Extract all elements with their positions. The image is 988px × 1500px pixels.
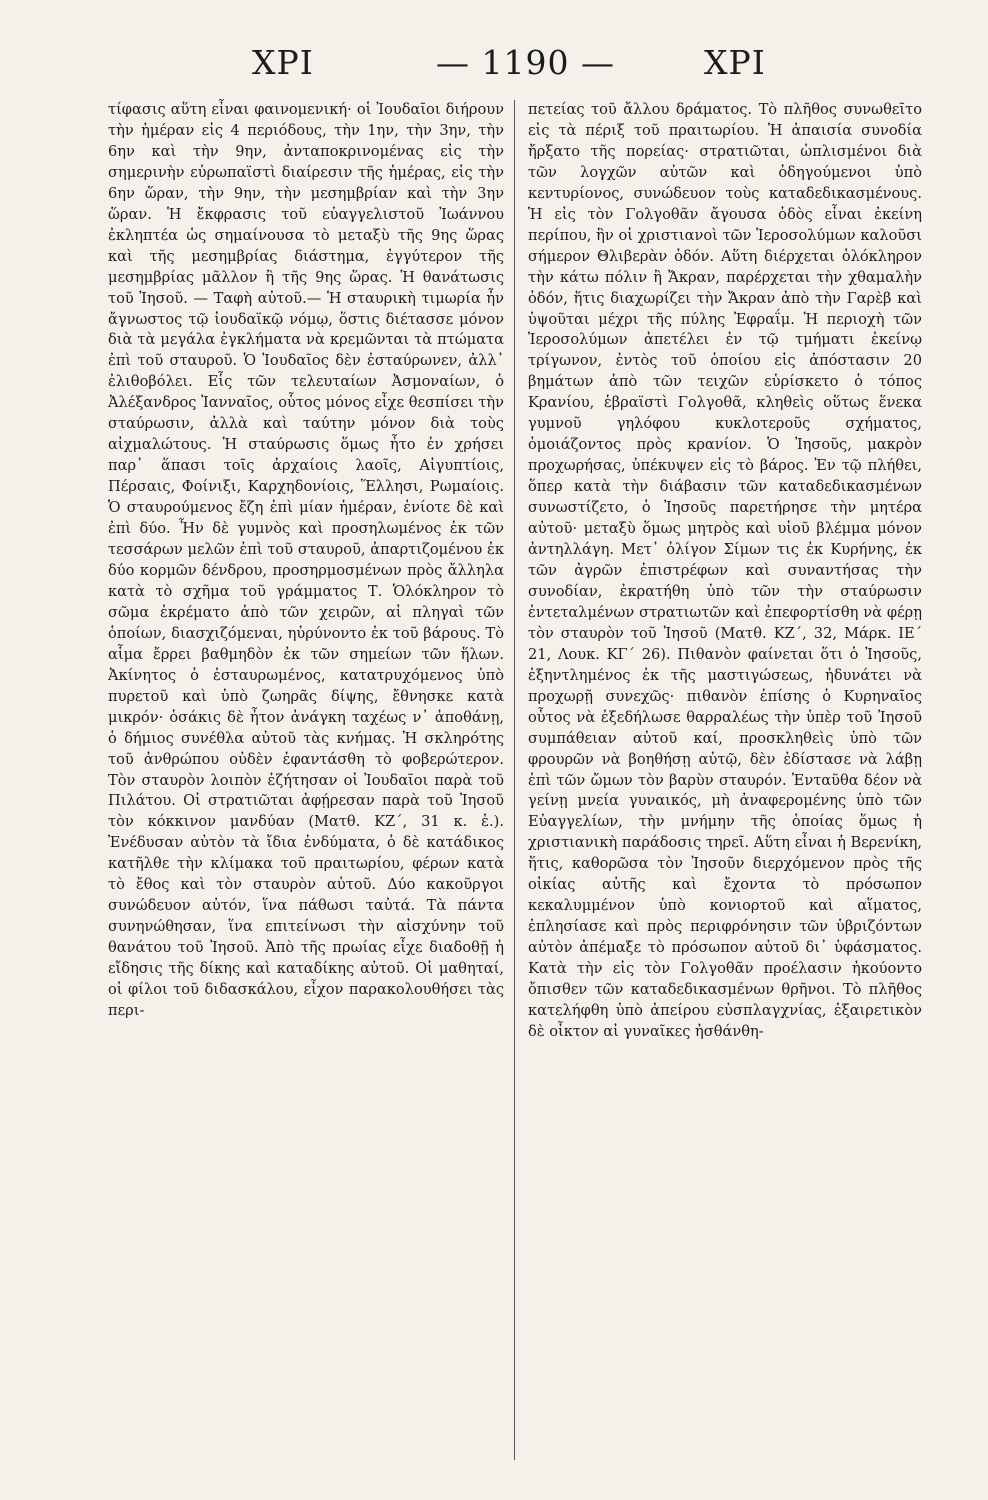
page-header [108,40,916,86]
right-column-text: πετείας τοῦ ἄλλου δράματος. Τὸ πλῆθος συνωθεῖτο εἰς τὰ πέριξ τοῦ πραιτωρίου. Ἡ ἀπαισία συνοδία ἤρξατο τῆς πορείας· στρατιῶται, ὡπλισμένοι διὰ τῶν λογχῶν αὐτῶν καὶ ὁδηγούμενοι ὑπὸ κεντυρίονος, συνώδευον τοὺς καταδεδικασμένους. Ἡ εἰς τὸν Γολγοθᾶν ἄγουσα ὁδὸς εἶναι ἐκείνη περίπου, ἣν οἱ χριστιανοὶ τῶν Ἱεροσολύμων καλοῦσι σήμερον Θλιβερὰν ὁδόν. Αὕτη διέρχεται ὁλόκληρον τὴν κάτω πόλιν ἢ Ἄκραν, παρέρχεται τὴν χθαμαλὴν ὁδόν, ἥτις διαχωρίζει τὴν Ἄκραν ἀπὸ τὴν Γαρὲβ καὶ ὑψοῦται μέχρι τῆς πύλης Ἐφραΐμ. Ἡ περιοχὴ τῶν Ἱεροσολύμων ἀπετέλει ἐν τῷ τμήματι ἐκείνῳ τρίγωνον, ἐντὸς τοῦ ὁποίου εἰς ἀπόστασιν 20 βημάτων ἀπὸ τῶν τειχῶν εὑρίσκετο ὁ τόπος Κρανίου, ἑβραϊστὶ Γολγοθᾶ, κληθεὶς οὕτως ἕνεκα γυμνοῦ γηλόφου κυκλοτεροῦς σχήματος, ὁμοιάζοντος πρὸς κρανίον. Ὁ Ἰησοῦς, μακρὸν προχωρήσας, ὑπέκυψεν εἰς τὸ βάρος. Ἐν τῷ πλήθει, ὅπερ κατὰ τὴν διάβασιν τῶν καταδεδικασμένων συνωστίζετο, ὁ Ἰησοῦς παρετήρησε τὴν μητέρα αὐτοῦ· μεταξὺ ὅμως μητρὸς καὶ υἱοῦ βλέμμα μόνον ἀντηλλάγη. Μετ᾽ ὀλίγον Σίμων τις ἐκ Κυρήνης, ἐκ τῶν ἀγρῶν ἐπιστρέφων καὶ συναντήσας τὴν συνοδίαν, ἐκρατήθη ὑπὸ τῶν τὴν σταύρωσιν ἐντεταλμένων στρατιωτῶν καὶ ἐπεφορτίσθη νὰ φέρῃ τὸν σταυρὸν τοῦ Ἰησοῦ (Ματθ. ΚΖ΄, 32, Μάρκ. ΙΕ΄ 21, Λουκ. ΚΓ΄ 26). Πιθανὸν φαίνεται ὅτι ὁ Ἰησοῦς, ἐξηντλημένος ἐκ τῆς μαστιγώσεως, ἠδυνάτει νὰ προχωρῇ συνεχῶς· πιθανὸν ἐπίσης ὁ Κυρηναῖος οὗτος νὰ ἐξεδήλωσε θαρραλέως τὴν ὑπὲρ τοῦ Ἰησοῦ συμπάθειαν αὐτοῦ καί, προσκληθεὶς ὑπὸ τῶν φρουρῶν νὰ βοηθήσῃ αὐτῷ, δὲν ἐδίστασε νὰ λάβῃ ἐπὶ τῶν ὤμων τὸν βαρὺν σταυρόν. Ἐνταῦθα δέον νὰ γείνῃ μνεία γυναικός, μὴ ἀναφερομένης ὑπὸ τῶν Εὐαγγελίων, τὴν μνήμην τῆς ὁποίας ὅμως ἡ χριστιανικὴ παράδοσις τηρεῖ. Αὕτη εἶναι ἡ Βερενίκη, ἥτις, καθορῶσα τὸν Ἰησοῦν διερχόμενον πρὸς τῆς οἰκίας αὐτῆς καὶ ἔχοντα τὸ πρόσωπον κεκαλυμμένον ὑπὸ κονιορτοῦ καὶ αἵματος, ἐπλησίασε καὶ πρὸς περιφρόνησιν τῶν ὑβριζόντων αὐτὸν ἀπέμαξε τὸ πρόσωπον αὐτοῦ δι᾽ ὑφάσματος. Κατὰ τὴν εἰς τὸν Γολγοθᾶν προέλασιν ἠκούοντο ὄπισθεν τῶν καταδεδικασμένων θρῆνοι. Τὸ πλῆθος κατελήφθη ὑπὸ ἀπείρου εὐσπλαγχνίας, ἐξαιρετικὸν δὲ οἶκτον αἱ γυναῖκες ἠσθάνθη- [528,101,922,1040]
left-column-text: τίφασις αὕτη εἶναι φαινομενική· οἱ Ἰουδαῖοι διήρουν τὴν ἡμέραν εἰς 4 περιόδους, τὴν 1ην, τὴν 3ην, τὴν 6ην καὶ τὴν 9ην, ἀνταποκρινομένας εἰς τὴν σημερινὴν εὐρωπαϊστὶ διαίρεσιν τῆς ἡμέρας, εἰς τὴν 6ην ὥραν, τὴν 9ην, τὴν μεσημβρίαν καὶ τὴν 3ην ὥραν. Ἡ ἔκφρασις τοῦ εὐαγγελιστοῦ Ἰωάννου ἐκληπτέα ὡς σημαίνουσα τὸ μεταξὺ τῆς 9ης ὥρας καὶ τῆς μεσημβρίας διάστημα, ἐγγύτερον τῆς μεσημβρίας μᾶλλον ἢ τῆς 9ης ὥρας. Ἡ θανάτωσις τοῦ Ἰησοῦ. — Ταφὴ αὐτοῦ.— Ἡ σταυρικὴ τιμωρία ἦν ἄγνωστος τῷ ἰουδαϊκῷ νόμῳ, ὅστις διέτασσε μόνον διὰ τὰ μεγάλα ἐγκλήματα νὰ κρεμῶνται τὰ πτώματα ἐπὶ τοῦ σταυροῦ. Ὁ Ἰουδαῖος δὲν ἐσταύρωνεν, ἀλλ᾽ ἐλιθοβόλει. Εἷς τῶν τελευταίων Ἀσμοναίων, ὁ Ἀλέξανδρος Ἰανναῖος, οὗτος μόνος εἶχε θεσπίσει τὴν σταύρωσιν, ἀλλὰ καὶ ταύτην μόνον διὰ τοὺς αἰχμαλώτους. Ἡ σταύρωσις ὅμως ἦτο ἐν χρήσει παρ᾽ ἅπασι τοῖς ἀρχαίοις λαοῖς, Αἰγυπτίοις, Πέρσαις, Φοίνιξι, Καρχηδονίοις, Ἕλλησι, Ρωμαίοις. Ὁ σταυρούμενος ἔζη ἐπὶ μίαν ἡμέραν, ἐνίοτε δὲ καὶ ἐπὶ δύο. Ἦν δὲ γυμνὸς καὶ προσηλωμένος ἐκ τῶν τεσσάρων μελῶν ἐπὶ τοῦ σταυροῦ, ἀπαρτιζομένου ἐκ δύο κορμῶν δένδρου, προσηρμοσμένων πρὸς ἄλληλα κατὰ τὸ σχῆμα τοῦ γράμματος Τ. Ὁλόκληρον τὸ σῶμα ἐκρέματο ἀπὸ τῶν χειρῶν, αἱ πληγαὶ τῶν ὁποίων, διασχιζόμεναι, ηὐρύνοντο ἐκ τοῦ βάρους. Τὸ αἷμα ἔρρει βαθμηδὸν ἐκ τῶν σημείων τῶν ἥλων. Ἀκίνητος ὁ ἐσταυρωμένος, κατατρυχόμενος ὑπὸ πυρετοῦ καὶ ὑπὸ ζωηρᾶς δίψης, ἔθνησκε κατὰ μικρόν· ὁσάκις δὲ ἦτον ἀνάγκη ταχέως ν᾽ ἀποθάνῃ, ὁ δήμιος συνέθλα αὐτοῦ τὰς κνήμας. Ἡ σκληρότης τοῦ ἀνθρώπου οὐδὲν ἐφαντάσθη τὸ φοβερώτερον. Τὸν σταυρὸν λοιπὸν ἐζήτησαν οἱ Ἰουδαῖοι παρὰ τοῦ Πιλάτου. Οἱ στρατιῶται ἀφῄρεσαν παρὰ τοῦ Ἰησοῦ τὸν κόκκινον μανδύαν (Ματθ. ΚΖ΄, 31 κ. ἑ.). Ἐνέδυσαν αὐτὸν τὰ ἴδια ἐνδύματα, ὁ δὲ κατάδικος κατῆλθε τὴν κλίμακα τοῦ πραιτωρίου, φέρων κατὰ τὸ ἔθος καὶ τὸν σταυρὸν αὐτοῦ. Δύο κακοῦργοι συνώδευον αὐτόν, ἵνα πάθωσι ταὐτά. Τὰ πάντα συνηνώθησαν, ἵνα επιτείνωσι τὴν αἰσχύνην τοῦ θανάτου τοῦ Ἰησοῦ. Ἀπὸ τῆς πρωίας εἶχε διαδοθῇ ἡ εἴδησις τῆς δίκης καὶ καταδίκης αὐτοῦ. Οἱ μαθηταί, οἱ φίλοι τοῦ διδασκάλου, εἶχον παρακολουθήσει τὰς περι- [108,101,504,1019]
right-column [528,100,922,1043]
running-head-left: XPI [252,43,314,82]
left-column [108,100,504,1022]
column-divider [514,100,515,1460]
page-number: — 1190 — [436,43,615,82]
running-head-right: XPI [704,43,766,82]
